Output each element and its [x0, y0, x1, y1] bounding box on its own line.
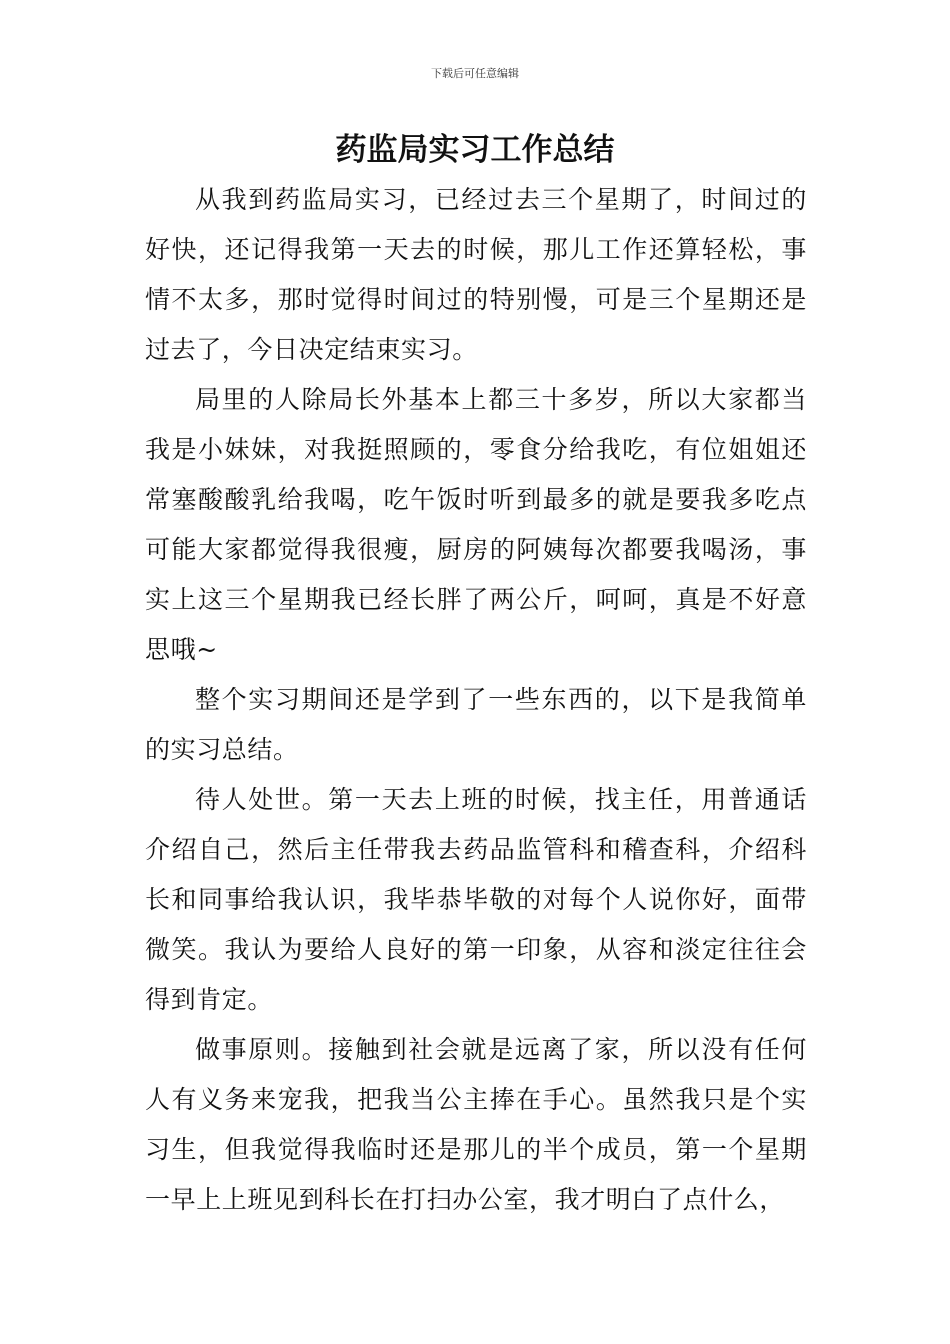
document-body — [145, 175, 807, 1225]
paragraph: 局里的人除局长外基本上都三十多岁，所以大家都当我是小妹妹，对我挺照顾的，零食分给我吃，有位姐姐还常塞酸酸乳给我喝，吃午饭时听到最多的就是要我多吃点可能大家都觉得我很瘦，厨房的阿姨每次都要我喝汤，事实上这三个星期我已经长胖了两公斤，呵呵，真是不好意思哦~ — [145, 385, 807, 664]
paragraph: 待人处世。第一天去上班的时候，找主任，用普通话介绍自己，然后主任带我去药品监管科和稽查科，介绍科长和同事给我认识，我毕恭毕敬的对每个人说你好，面带微笑。我认为要给人良好的第一印象，从容和淡定往往会得到肯定。 — [145, 785, 807, 1014]
paragraph: 从我到药监局实习，已经过去三个星期了，时间过的好快，还记得我第一天去的时候，那儿工作还算轻松，事情不太多，那时觉得时间过的特别慢，可是三个星期还是过去了，今日决定结束实习。 — [145, 185, 807, 364]
document-title: 药监局实习工作总结 — [335, 132, 615, 168]
paragraph: 做事原则。接触到社会就是远离了家，所以没有任何人有义务来宠我，把我当公主捧在手心。虽然我只是个实习生，但我觉得我临时还是那儿的半个成员，第一个星期一早上上班见到科长在打扫办公室，我才明白了点什么， — [145, 1035, 807, 1214]
header-note: 下载后可任意编辑 — [431, 67, 519, 80]
paragraph: 整个实习期间还是学到了一些东西的，以下是我简单的实习总结。 — [145, 685, 807, 764]
